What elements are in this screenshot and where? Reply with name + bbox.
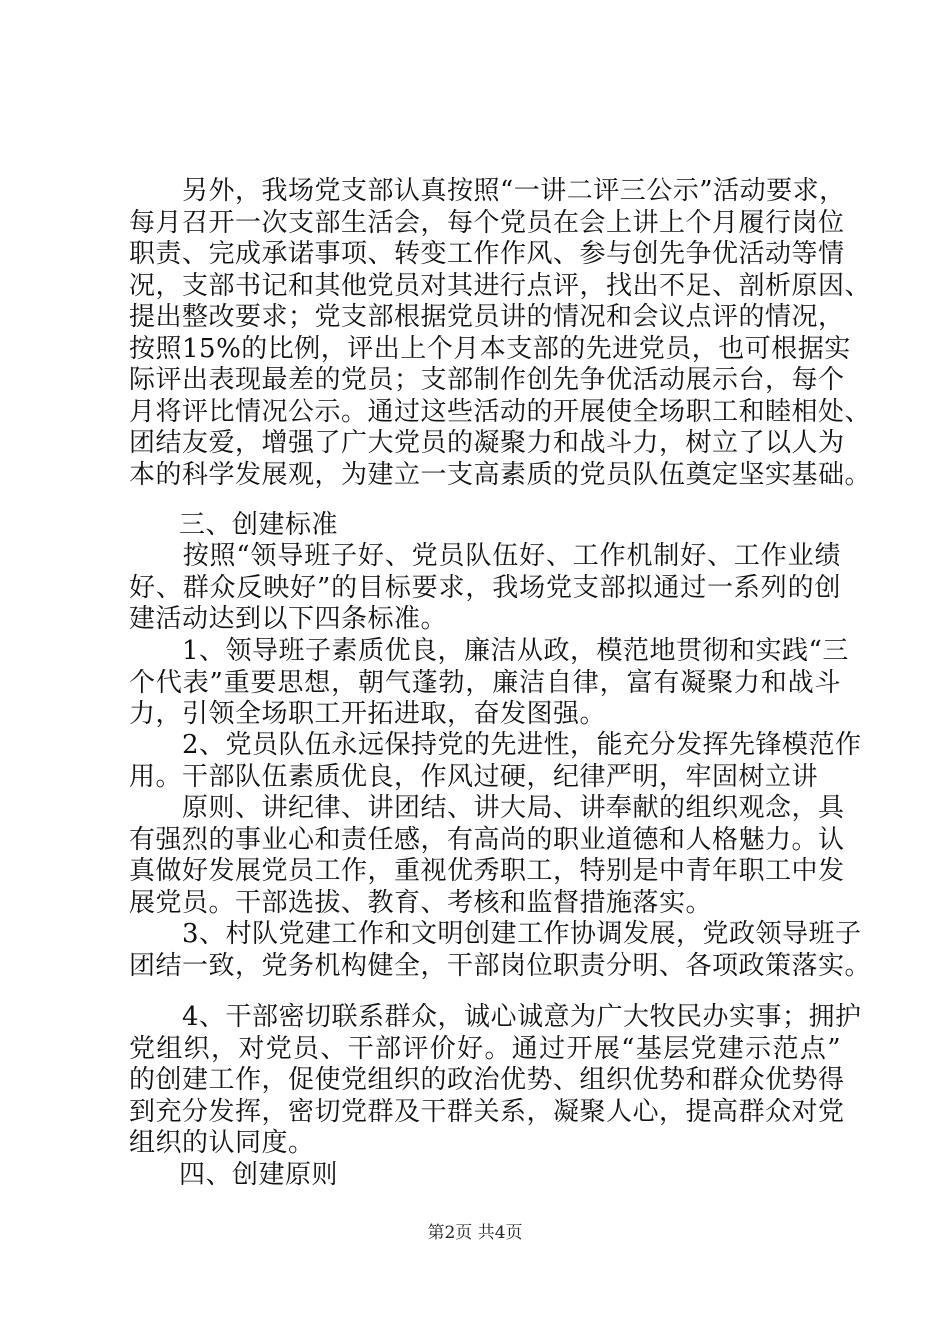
text-line: 真做好发展党员工作，重视优秀职工，特别是中青年职工中发 (129, 856, 845, 886)
text-line: 另外，我场党支部认真按照“一讲二评三公示”活动要求， (129, 176, 846, 206)
text-line: 展党员。干部选拔、教育、考核和监督措施落实。 (129, 887, 713, 918)
paragraph-intro (129, 176, 872, 491)
text-line: 2、党员队伍永远保持党的先进性，能充分发挥先锋模范作 (129, 730, 862, 760)
text-line: 团结一致，党务机构健全，干部岗位职责分明、各项政策落实。 (129, 950, 872, 981)
text-line: 建活动达到以下四条标准。 (129, 604, 448, 634)
text-line: 职责、完成承诺事项、转变工作作风、参与创先争优活动等情 (129, 239, 845, 269)
text-line: 原则、讲纪律、讲团结、讲大局、讲奉献的组织观念，具 (129, 793, 845, 823)
text-line: 按照“领导班子好、党员队伍好、工作机制好、工作业绩 (129, 541, 841, 571)
text-line: 用。干部队伍素质优良，作风过硬，纪律严明，牢固树立讲 (129, 761, 819, 792)
text-line: 组织的认同度。 (129, 1128, 315, 1158)
text-line: 有强烈的事业心和责任感，有高尚的职业道德和人格魅力。认 (129, 824, 845, 855)
text-line: 每月召开一次支部生活会，每个党员在会上讲上个月履行岗位 (129, 207, 845, 238)
page-footer: 第2页 共4页 (427, 1223, 523, 1243)
text-line: 1、领导班子素质优良，廉洁从政，模范地贯彻和实践“三 (129, 636, 849, 666)
text-line: 月将评比情况公示。通过这些活动的开展使全场职工和睦相处、 (129, 396, 872, 427)
paragraph-standard-4 (129, 1002, 862, 1160)
paragraph-standard-2 (129, 730, 862, 919)
text-line: 个代表”重要思想，朝气蓬勃，廉洁自律，富有凝聚力和战斗 (129, 667, 841, 698)
section-heading-principles: 四、创建原则 (179, 1160, 339, 1190)
text-line: 按照15%的比例，评出上个月本支部的先进党员，也可根据实 (129, 333, 851, 364)
text-line: 3、村队党建工作和文明创建工作协调发展，党政领导班子 (129, 919, 862, 949)
text-line: 好、群众反映好”的目标要求，我场党支部拟通过一系列的创 (129, 572, 841, 603)
text-line: 际评出表现最差的党员；支部制作创先争优活动展示台，每个 (129, 365, 845, 395)
paragraph-standard-3 (129, 919, 872, 982)
text-line: 到充分发挥，密切党群及干群关系，凝聚人心，提高群众对党 (129, 1096, 845, 1127)
text-line: 提出整改要求；党支部根据党员讲的情况和会议点评的情况， (129, 302, 845, 332)
section-heading-standards: 三、创建标准 (179, 510, 339, 540)
text-line: 4、干部密切联系群众，诚心诚意为广大牧民办实事；拥护 (129, 1002, 862, 1032)
text-line: 况，支部书记和其他党员对其进行点评，找出不足、剖析原因、 (129, 270, 872, 301)
text-line: 本的科学发展观，为建立一支高素质的党员队伍奠定坚实基础。 (129, 459, 872, 490)
paragraph-standard-1 (129, 636, 849, 731)
text-line: 的创建工作，促使党组织的政治优势、组织优势和群众优势得 (129, 1065, 845, 1095)
text-line: 党组织，对党员、干部评价好。通过开展“基层党建示范点” (129, 1033, 841, 1064)
paragraph-standards-intro (129, 541, 841, 636)
text-line: 团结友爱，增强了广大党员的凝聚力和战斗力，树立了以人为 (129, 428, 845, 458)
text-line: 力，引领全场职工开拓进取，奋发图强。 (129, 699, 607, 729)
